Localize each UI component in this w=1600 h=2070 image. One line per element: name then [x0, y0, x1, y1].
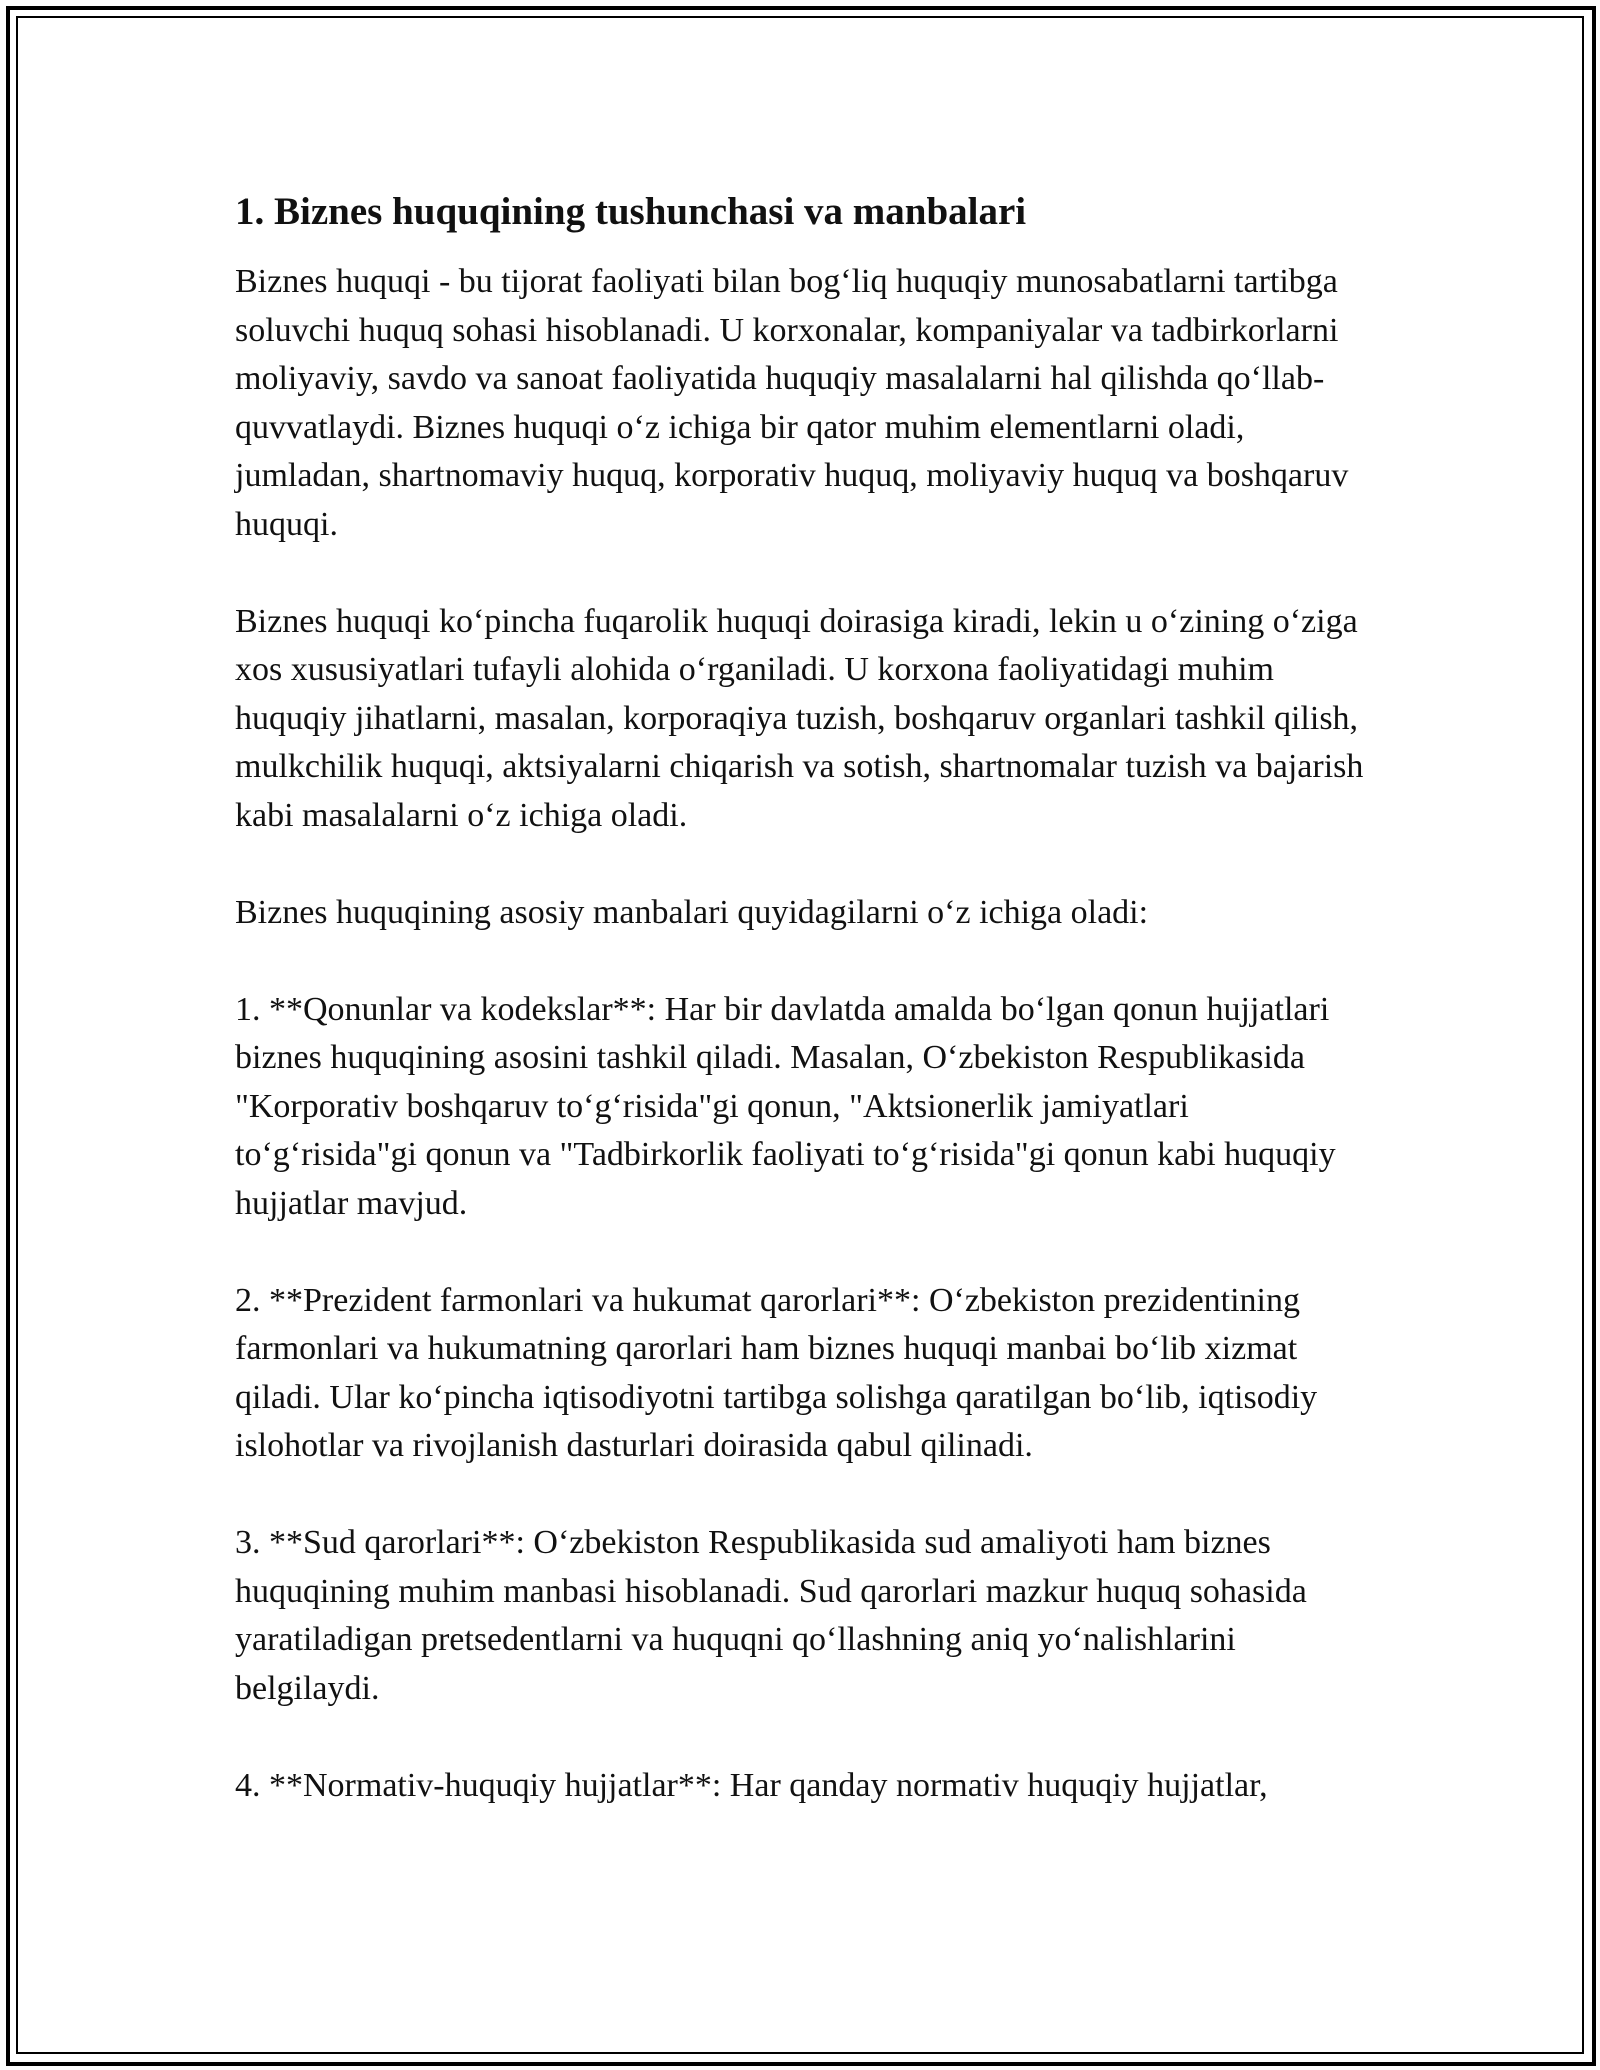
list-item-normative-acts: 4. **Normativ-huquqiy hujjatlar**: Har qanday normativ huquqiy hujjatlar, [235, 1766, 1268, 1804]
paragraph-sources-intro: Biznes huquqining asosiy manbalari quyidagilarni o‘z ichiga oladi: [235, 893, 1149, 931]
document-body [235, 188, 1375, 1810]
list-item-decrees: 2. **Prezident farmonlari va hukumat qarorlari**: O‘zbekiston prezidentining farmonlari va hukumatning qarorlari ham biznes huquqi manbai bo‘lib xizmat qiladi. Ular ko‘pincha iqtisodiyotni tartibga solishga qaratilgan bo‘lib, iqtisodiy islohotlar va rivojlanish dasturlari doirasida qabul qilinadi. [235, 1281, 1318, 1464]
section-heading: 1. Biznes huquqining tushunchasi va manbalari [235, 190, 1027, 233]
paragraph-definition: Biznes huquqi - bu tijorat faoliyati bilan bog‘liq huquqiy munosabatlarni tartibga soluvchi huquq sohasi hisoblanadi. U korxonalar, kompaniyalar va tadbirkorlarni moliyaviy, savdo va sanoat faoliyatida huquqiy masalalarni hal qilishda qo‘llab-quvvatlaydi. Biznes huquqi o‘z ichiga bir qator muhim elementlarni oladi, jumladan, shartnomaviy huquq, korporativ huquq, moliyaviy huquq va boshqaruv huquqi. [235, 263, 1349, 543]
list-item-laws-codes: 1. **Qonunlar va kodekslar**: Har bir davlatda amalda bo‘lgan qonun hujjatlari biznes huquqining asosini tashkil qiladi. Masalan, O‘zbekiston Respublikasida "Korporativ boshqaruv to‘g‘risida"gi qonun, "Aktsionerlik jamiyatlari to‘g‘risida"gi qonun va "Tadbirkorlik faoliyati to‘g‘risida"gi qonun kabi huquqiy hujjatlar mavjud. [235, 990, 1336, 1222]
list-item-court-decisions: 3. **Sud qarorlari**: O‘zbekiston Respublikasida sud amaliyoti ham biznes huquqining muhim manbasi hisoblanadi. Sud qarorlari mazkur huquq sohasida yaratiladigan pretsedentlarni va huquqni qo‘llashning aniq yo‘nalishlarini belgilaydi. [235, 1524, 1307, 1707]
paragraph-civil-law: Biznes huquqi ko‘pincha fuqarolik huquqi doirasiga kiradi, lekin u o‘zining o‘ziga xos xususiyatlari tufayli alohida o‘rganiladi. U korxona faoliyatidagi muhim huquqiy jihatlarni, masalan, korporaqiya tuzish, boshqaruv organlari tashkil qilish, mulkchilik huquqi, aktsiyalarni chiqarish va sotish, shartnomalar tuzish va bajarish kabi masalalarni o‘z ichiga oladi. [235, 602, 1364, 834]
